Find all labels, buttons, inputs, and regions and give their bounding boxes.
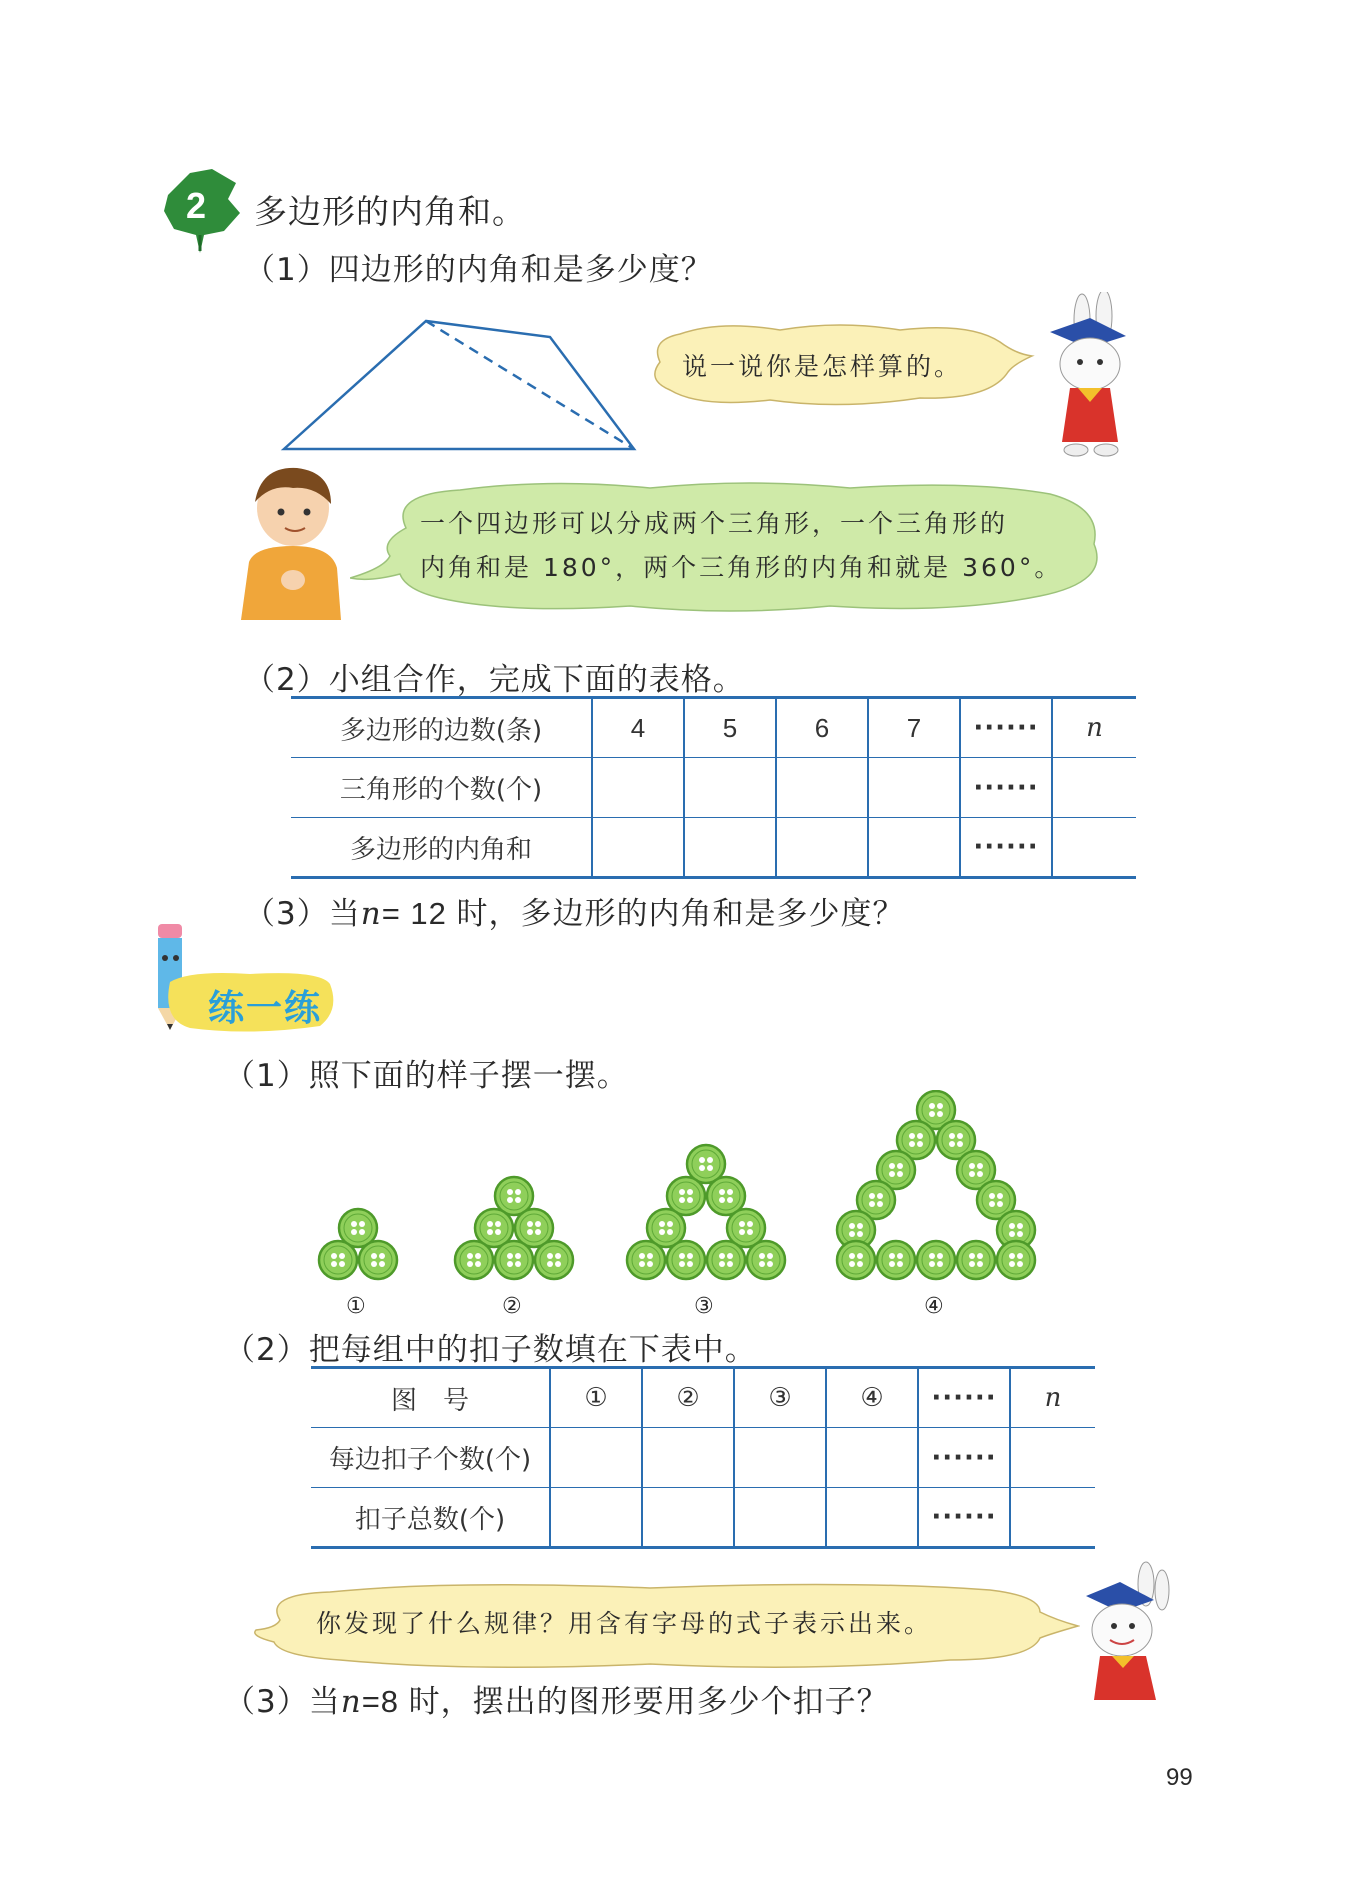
figure-label-4: ④ <box>924 1294 944 1319</box>
pq3-prefix: （3）当 <box>224 1684 341 1720</box>
blank-cell[interactable] <box>684 758 776 818</box>
row-ellipsis: ······ <box>918 1428 1010 1488</box>
header-n: n <box>1052 698 1136 758</box>
blank-cell[interactable] <box>592 818 684 878</box>
header-ellipsis: ······ <box>918 1368 1010 1428</box>
pq3-rest: =8 时，摆出的图形要用多少个扣子？ <box>361 1684 889 1719</box>
row-ellipsis: ······ <box>918 1488 1010 1548</box>
rabbit-icon <box>1030 292 1150 462</box>
blank-cell[interactable] <box>776 758 868 818</box>
boy-text-line2: 内角和是 180°，两个三角形的内角和就是 360°。 <box>420 553 1063 582</box>
practice-question-3 <box>224 1676 889 1721</box>
table-polygon <box>291 696 1136 879</box>
blank-cell[interactable] <box>1052 818 1136 878</box>
figure-label-1: ① <box>346 1294 366 1319</box>
blank-cell[interactable] <box>734 1428 826 1488</box>
blank-cell[interactable] <box>1052 758 1136 818</box>
blank-cell[interactable] <box>592 758 684 818</box>
button-triangles-figure <box>300 1090 1060 1320</box>
rabbit-icon <box>1070 1560 1180 1710</box>
question-3 <box>244 888 905 933</box>
row-total-label: 扣子总数(个) <box>311 1488 550 1548</box>
quadrilateral-figure <box>280 315 650 455</box>
rabbit-bottom-text: 你发现了什么规律？用含有字母的式子表示出来。 <box>316 1609 933 1638</box>
practice-badge-label: 练一练 <box>208 988 323 1029</box>
question-1: （1）四边形的内角和是多少度？ <box>244 252 713 288</box>
header-figure-number: 图 号 <box>311 1368 550 1428</box>
header-n: n <box>1010 1368 1095 1428</box>
question-2: （2）小组合作，完成下面的表格。 <box>244 662 745 698</box>
blank-cell[interactable] <box>868 758 960 818</box>
header-5: 5 <box>684 698 776 758</box>
pq3-variable: n <box>340 1684 362 1720</box>
figure-label-3: ③ <box>694 1294 714 1319</box>
section-number: 2 <box>186 185 207 226</box>
boy-icon <box>235 462 345 622</box>
q3-variable: n <box>360 896 382 932</box>
blank-cell[interactable] <box>642 1428 734 1488</box>
header-fig2: ② <box>642 1368 734 1428</box>
blank-cell[interactable] <box>776 818 868 878</box>
blank-cell[interactable] <box>550 1488 642 1548</box>
header-6: 6 <box>776 698 868 758</box>
row-angle-sum-label: 多边形的内角和 <box>291 818 592 878</box>
rabbit-top-text: 说一说你是怎样算的。 <box>682 352 963 381</box>
blank-cell[interactable] <box>826 1488 918 1548</box>
row-per-side-label: 每边扣子个数(个) <box>311 1428 550 1488</box>
blank-cell[interactable] <box>826 1428 918 1488</box>
figure-label-2: ② <box>502 1294 522 1319</box>
blank-cell[interactable] <box>550 1428 642 1488</box>
boy-text-line1: 一个四边形可以分成两个三角形，一个三角形的 <box>420 509 1009 538</box>
row-ellipsis: ······ <box>960 758 1052 818</box>
header-4: 4 <box>592 698 684 758</box>
header-ellipsis: ······ <box>960 698 1052 758</box>
row-ellipsis: ······ <box>960 818 1052 878</box>
blank-cell[interactable] <box>642 1488 734 1548</box>
page-number: 99 <box>1166 1764 1193 1791</box>
practice-question-2: （2）把每组中的扣子数填在下表中。 <box>224 1332 757 1368</box>
blank-cell[interactable] <box>684 818 776 878</box>
blank-cell[interactable] <box>868 818 960 878</box>
blank-cell[interactable] <box>1010 1488 1095 1548</box>
table-buttons <box>311 1366 1095 1549</box>
header-7: 7 <box>868 698 960 758</box>
header-fig1: ① <box>550 1368 642 1428</box>
header-sides: 多边形的边数(条) <box>291 698 592 758</box>
blank-cell[interactable] <box>1010 1428 1095 1488</box>
row-triangles-label: 三角形的个数(个) <box>291 758 592 818</box>
header-fig3: ③ <box>734 1368 826 1428</box>
q3-prefix: （3）当 <box>244 896 361 932</box>
header-fig4: ④ <box>826 1368 918 1428</box>
q3-rest: = 12 时，多边形的内角和是多少度？ <box>381 896 905 931</box>
practice-question-1: （1）照下面的样子摆一摆。 <box>224 1058 629 1094</box>
blank-cell[interactable] <box>734 1488 826 1548</box>
section-title: 多边形的内角和。 <box>254 192 526 231</box>
